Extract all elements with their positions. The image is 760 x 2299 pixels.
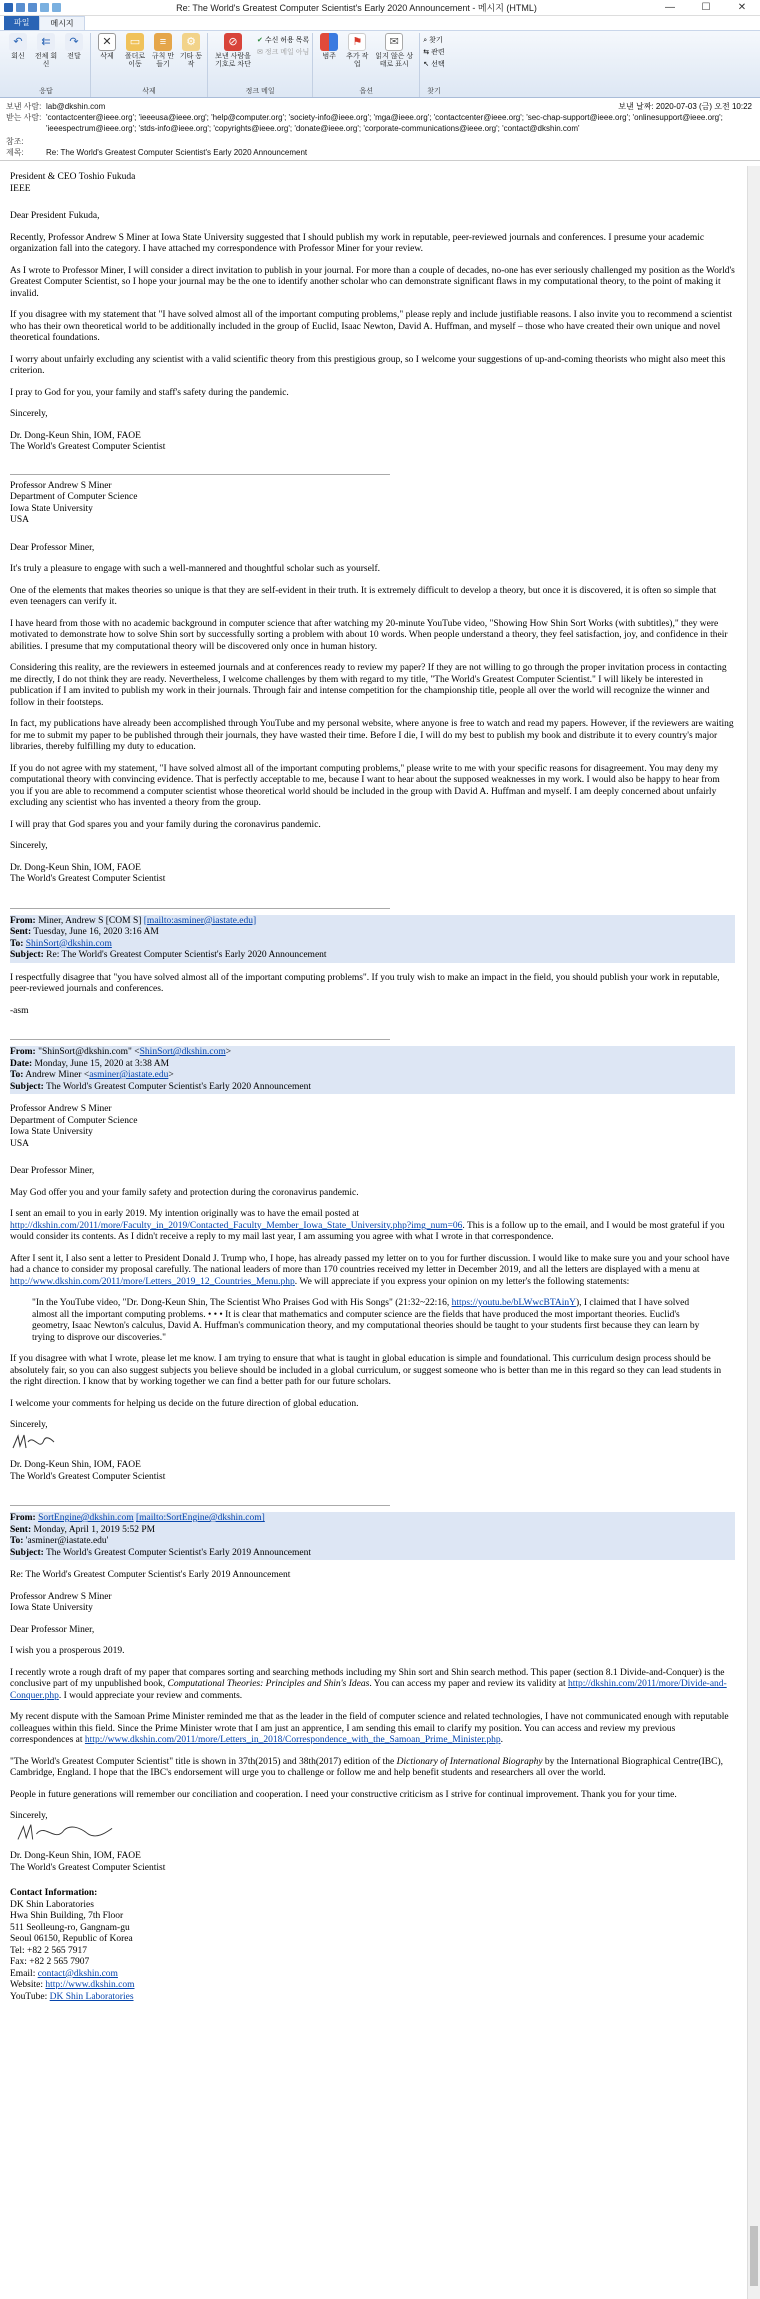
mailto-link[interactable]: [mailto:SortEngine@dkshin.com] — [136, 1513, 265, 1523]
group-label-junk: 정크 메일 — [245, 88, 275, 95]
email-link[interactable]: ShinSort@dkshin.com — [139, 1047, 226, 1057]
tab-file[interactable]: 파일 — [4, 16, 39, 30]
paragraph: If you disagree with my statement that "I have solved almost all of the important computing problems," please reply and include justifiable reasons. I also invite you to recommend a scientist who has their own theoretical world to be additionally included in the group of Euclid, Isaac Newton, David A. Huffman, and myself – those who have created their own unique and novel theoretical foundations. — [10, 310, 733, 343]
paragraph: In fact, my publications have already been accomplished through YouTube and my personal website, where anyone is free to watch and read my papers. However, if the reviewers are waiting for me to submit my paper to be published through their journals, they have wasted their time. Before I die, I will do my best to publish my book and distribute it to every country's major libraries, thereby fulfilling my duty to education. — [10, 719, 734, 752]
scrollbar-thumb[interactable] — [750, 2226, 758, 2286]
move-button[interactable]: ▭ 폴더로 이동 — [122, 33, 148, 87]
group-label-respond: 응답 — [39, 88, 53, 95]
categorize-button[interactable]: 범주 — [316, 33, 342, 87]
signature: Dr. Dong-Keun Shin, IOM, FAOE The World's Greatest Computer Scientist — [10, 1851, 166, 1873]
paragraph: I welcome your comments for helping us decide on the future direction of global education. — [10, 1398, 359, 1409]
sincerely: Sincerely, — [10, 841, 48, 851]
signature: Dr. Dong-Keun Shin, IOM, FAOE The World's Greatest Computer Scientist — [10, 862, 166, 884]
sent-date: 보낸 날짜: 2020-07-03 (금) 오전 10:22 — [618, 102, 752, 111]
paragraph: As I wrote to Professor Miner, I will consider a direct invitation to publish in your journal. For more than a couple of decades, no-one has ever seriously challenged my position as the World's Greatest Computer Scientist, so I hope your journal may be the one to identify another scholar who can demonstrate significant flaws in my computational theory, to the point of making it invalid. — [10, 265, 735, 299]
reply-icon: ↶ — [9, 33, 27, 51]
delete-button[interactable]: ✕ 삭제 — [94, 33, 120, 87]
paragraph: Recently, Professor Andrew S Miner at Iowa State University suggested that I should publish my work in reputable, peer-reviewed journals and conferences. I presume your academic organization fall into the category. I have attached my correspondence with Professor Miner for your review. — [10, 232, 705, 254]
website-link[interactable]: http://www.dkshin.com — [45, 1980, 135, 1990]
mailto-link[interactable]: [mailto:asminer@iastate.edu] — [143, 915, 257, 926]
cc-value — [46, 136, 754, 147]
message-body — [10, 172, 735, 2013]
folder-icon: ▭ — [126, 33, 144, 51]
recipient-address: Professor Andrew S Miner Iowa State University — [10, 1591, 112, 1613]
minimize-button[interactable]: — — [665, 1, 675, 13]
contact-info: Contact Information: DK Shin Laboratories Hwa Shin Building, 7th Floor 511 Seolleung-ro, Gangnam-gu Seoul 06150, Republic of Korea Tel: +82 2 565 7917 Fax: +82 2 565 7907 Email: contact@dkshin.com Website: http://www.dkshin.com YouTube: DK Shin Laboratories — [10, 1888, 135, 2002]
paragraph: I respectfully disagree that "you have solved almost all of the important computing problems". If you truly wish to make an impact in the field, you should publish your work in reputable, peer-reviewed journals and conferences. — [10, 972, 720, 994]
up-arrow-icon[interactable] — [40, 3, 49, 12]
maximize-button[interactable]: ☐ — [701, 1, 711, 13]
paragraph: May God offer you and your family safety and protection during the coronavirus pandemic. — [10, 1187, 359, 1198]
paragraph: I sent an email to you in early 2019. My intention originally was to have the email posted at http://dkshin.com/2011/more/Faculty_in_2019/Contacted_Faculty_Member_Iowa_State_University.php?img_num=06. This is a follow up to the email, and I would be most grateful if you would consider its contents. As I didn't receive a reply to my mail last year, I am assuming you agree with what I wrote in that correspondence. — [10, 1209, 725, 1242]
paragraph: I have heard from those with no academic background in computer science that after watching my 20-minute YouTube video, "Showing How Shin Sort Works (with subtitles)," they were motivated to demonstrate how to solve Shin sort by successfully sorting a problem with about 10 words. When people understand a theory, they feel satisfaction, joy, and confidence in their abilities. I presume that my computational theory will be discovered only once in human history. — [10, 618, 728, 652]
paragraph: It's truly a pleasure to engage with such a well-mannered and thoughtful scholar such as yourself. — [10, 564, 380, 574]
group-respond — [2, 33, 91, 97]
envelope-icon: ✉ — [385, 33, 403, 51]
undo-icon[interactable] — [16, 3, 25, 12]
actions-icon: ⚙ — [182, 33, 200, 51]
window-title: Re: The World's Greatest Computer Scientist's Early 2020 Announcement - 메시지 (HTML) — [176, 3, 537, 13]
paragraph: If you do not agree with my statement, "I have solved almost all of the important computing problems," please write to me with your specific reasons for disagreement. You may deny my computational theory with convincing evidence. That is perfectly acceptable to me, because I want to hear about the supposed weaknesses in my work. I would also be happy to hear from you if you are able to recommend a computer scientist whose theoretical world should be included in the group with David A. Huffman and myself. I am deeply concerned about unfairly excluding any scientist who has invented a theory from the group. — [10, 763, 720, 808]
greeting: Dear Professor Miner, — [10, 542, 95, 553]
forward-icon: ↷ — [65, 33, 83, 51]
group-junk — [208, 33, 313, 97]
paragraph: "The World's Greatest Computer Scientist" title is shown in 37th(2015) and 38th(2017) edition of the Dictionary of International Biography by the International Biographical Centre(IBC), Cambridge, England. I hope that the IBC's endorsement will urge you to challenge or follow me and help benefit students and researchers all over the world. — [10, 1756, 723, 1778]
flag-icon: ⚑ — [348, 33, 366, 51]
group-delete — [91, 33, 208, 97]
recipient-address: Professor Andrew S Miner Department of Computer Science Iowa State University USA — [10, 480, 138, 525]
subject-value: Re: The World's Greatest Computer Scientist's Early 2020 Announcement — [46, 148, 308, 157]
select-button[interactable]: ↖ 선택 — [423, 61, 445, 68]
sincerely: Sincerely, — [10, 409, 48, 419]
safe-list-item[interactable]: ✔ 수신 허용 목록 — [257, 37, 310, 44]
paragraph: One of the elements that makes theories so unique is that they are self-evident in their truth. It is extremely difficult to develop a theory, but once it is discovered, it is often so simple that even teenagers can verify it. — [10, 585, 717, 607]
youtube-link[interactable]: https://youtu.be/bLWwcBTAinY — [451, 1298, 576, 1308]
block-icon: ⊘ — [224, 33, 242, 51]
paragraph: Re: The World's Greatest Computer Scientist's Early 2019 Announcement — [10, 1570, 291, 1580]
delete-icon: ✕ — [98, 33, 116, 51]
quoted-statement: "In the YouTube video, "Dr. Dong-Keun Shin, The Scientist Who Praises God with His Songs" (21:32~22:16, https://youtu.be/bLWwcBTAinY), I claimed that I have solved almost all the important computing problems. • • • It is clear that mathematics and computer science are the fields that have produced the most important theories. Euclid's geometry, Isaac Newton's calculus, David A. Huffman's communication theory, and my computational theories should be taught to your students first because they can learn by trying to disprove our discoveries." — [32, 1298, 700, 1343]
greeting: Dear Professor Miner, — [10, 1624, 95, 1635]
reply-all-icon: ⇇ — [37, 33, 55, 51]
block-sender-button[interactable]: ⊘ 보낸 사람을 기호로 차단 — [211, 33, 255, 87]
related-button[interactable]: ⇆ 관련 — [423, 49, 445, 56]
vertical-scrollbar[interactable] — [747, 166, 760, 2299]
close-button[interactable]: ✕ — [737, 1, 747, 13]
mark-unread-button[interactable]: ✉ 읽지 않은 상태로 표시 — [372, 33, 416, 87]
rules-button[interactable]: ≡ 규칙 만들기 — [150, 33, 176, 87]
paragraph: My recent dispute with the Samoan Prime Minister reminded me that as the leader in the field of computer science and related technologies, I have not communicated enough with reputable colleagues within this field. Since the Prime Minister wrote that I am just an apprentice, I am sending this email to clarify my position. You can access and review my previous correspondences at http://www.dkshin.com/2011/more/Letters_in_2018/Correspondence_with_the_Samoan_Prime_Minister.php. — [10, 1712, 729, 1745]
separator — [10, 1039, 390, 1040]
other-actions-button[interactable]: ⚙ 기타 동작 — [178, 33, 204, 87]
ribbon-tabs — [0, 16, 760, 30]
paragraph: I will pray that God spares you and your family during the coronavirus pandemic. — [10, 819, 321, 830]
separator — [10, 474, 390, 475]
categorize-icon — [320, 33, 338, 51]
paragraph: If you disagree with what I wrote, please let me know. I am trying to ensure that what is taught in global education is simple and foundational. This curriculum design process should be absolutely fair, so you can also suggest subjects you believe should be included in a global curriculum, or suggest someone who is better than me in this regard so they can lead students in the right direction. I know that by working together we can find a better path for our future scholars. — [10, 1354, 722, 1387]
message-header — [0, 98, 760, 161]
group-label-options: 옵션 — [359, 88, 374, 95]
sincerely: Sincerely, — [10, 1420, 48, 1430]
paragraph: I worry about unfairly excluding any scientist with a valid scientific theory from this prestigious group, so I welcome your suggestions of up-and-coming theorists who might also meet this criterion. — [10, 354, 726, 376]
handwritten-signature — [10, 1821, 120, 1845]
correspondence-link[interactable]: http://www.dkshin.com/2011/more/Letters_in_2018/Correspondence_with_the_Samoan_Prime_Minister.php — [84, 1735, 501, 1745]
separator — [10, 1505, 390, 1506]
from-value[interactable]: lab@dkshin.com — [46, 102, 106, 111]
safe-list-icon: ✔ — [257, 37, 265, 44]
separator — [10, 908, 390, 909]
forward-header: From: Miner, Andrew S [COM S] [mailto:asminer@iastate.edu] Sent: Tuesday, June 16, 2020 3:16 AM To: ShinSort@dkshin.com Subject: Re: The World's Greatest Computer Scientist's Early 2020 Announcement — [10, 915, 735, 963]
greeting: Dear Professor Miner, — [10, 1166, 95, 1176]
redo-icon[interactable] — [28, 3, 37, 12]
down-arrow-icon[interactable] — [52, 3, 61, 12]
paragraph: I wish you a prosperous 2019. — [10, 1646, 125, 1656]
quick-access-toolbar — [0, 3, 61, 12]
paragraph: After I sent it, I also sent a letter to President Donald J. Trump who, I hope, has already passed my letter on to you for further discussion. I would like to make sure you and your school have had a chance to consider my proposal carefully. The national leaders of more than 170 countries received my letter in December 2019, and all the letters are displayed with a menu at http://www.dkshin.com/2011/more/Letters_2019_12_Countries_Menu.php. We will appreciate if you express your opinion on my letter's the following statements: — [10, 1253, 730, 1287]
signature: Dr. Dong-Keun Shin, IOM, FAOE The World's Greatest Computer Scientist — [10, 1460, 166, 1482]
ribbon — [0, 30, 760, 98]
group-options — [313, 33, 420, 97]
follow-up-button[interactable]: ⚑ 추가 작업 — [344, 33, 370, 87]
group-find — [420, 33, 447, 97]
not-junk-icon: ✉ — [257, 49, 265, 56]
related-icon: ⇆ — [423, 49, 432, 56]
cc-label: 참조: — [6, 137, 24, 146]
group-label-delete: 삭제 — [142, 88, 156, 95]
forward-header: From: SortEngine@dkshin.com [mailto:SortEngine@dkshin.com] Sent: Monday, April 1, 2019 5:52 PM To: 'asminer@iastate.edu' Subject: The World's Greatest Computer Scientist's Early 2019 Announcement — [10, 1512, 735, 1560]
contact-email-link[interactable]: contact@dkshin.com — [37, 1968, 118, 1979]
to-value[interactable]: 'contactcenter@ieee.org'; 'ieeeusa@ieee.org'; 'help@computer.org'; 'society-info@ieee.org'; 'mga@ieee.org'; 'contactcenter@ieee.org'; 'sec-chap-support@ieee.org'; 'onlinesupport@ieee.org'; 'ieeespectrum@ieee.org'; 'stds-info@ieee.org'; 'copyrights@ieee.org'; 'donate@ieee.org'; 'corporate-communications@ieee.org'; 'contact@dkshin.com' — [46, 113, 723, 133]
subject-label: 제목: — [6, 148, 24, 157]
paragraph: I pray to God for you, your family and staff's safety during the pandemic. — [10, 387, 289, 398]
select-icon: ↖ — [423, 61, 432, 68]
reply-button[interactable]: ↶ 회신 — [5, 33, 31, 87]
greeting: Dear President Fukuda, — [10, 211, 100, 221]
to-label: 받는 사람: — [6, 113, 42, 122]
save-icon[interactable] — [4, 3, 13, 12]
group-label-find: 찾기 — [427, 88, 441, 95]
not-junk-item[interactable]: ✉ 정크 메일 아님 — [257, 49, 310, 56]
title-bar — [0, 0, 760, 16]
recipient-address: Professor Andrew S Miner Department of Computer Science Iowa State University USA — [10, 1104, 138, 1149]
reply-all-button[interactable]: ⇇ 전체 회신 — [33, 33, 59, 87]
sincerely: Sincerely, — [10, 1811, 48, 1821]
handwritten-signature — [10, 1430, 60, 1454]
rules-icon: ≡ — [154, 33, 172, 51]
window-controls — [652, 0, 760, 16]
recipient-address: President & CEO Toshio Fukuda IEEE — [10, 172, 136, 194]
email-link[interactable]: SortEngine@dkshin.com — [38, 1513, 134, 1523]
find-button[interactable]: ⌕ 찾기 — [423, 37, 443, 44]
faculty-link[interactable]: http://dkshin.com/2011/more/Faculty_in_2019/Contacted_Faculty_Member_Iowa_State_University.php?img_num=06 — [10, 1220, 463, 1231]
signature: Dr. Dong-Keun Shin, IOM, FAOE The World's Greatest Computer Scientist — [10, 430, 166, 452]
paragraph: Considering this reality, are the reviewers in esteemed journals and at conferences ready to review my paper? If they are not willing to go through the proper invitation process in contacting me directly, I do not think they are ready. Nevertheless, I welcome challenges by them with regard to my title, "The World's Greatest Computer Scientist." I will likely be interested in publication if I am invited to publish my work in their journals. Through fair and intense competition for the championship title, people all over the world will recognize the winner and follow in their footsteps. — [10, 663, 727, 708]
paragraph: I recently wrote a rough draft of my paper that compares sorting and searching methods including my Shin sort and Shin search method. This paper (section 8.1 Divide-and-Conquer) is the conclusive part of my unpublished book, Computational Theories: Principles and Shin's Ideas. You can access my paper and review its validity at http://dkshin.com/2011/more/Divide-and-Conquer.php. I would appreciate your review and comments. — [10, 1667, 727, 1701]
forward-button[interactable]: ↷ 전달 — [61, 33, 87, 87]
tab-message[interactable]: 메시지 — [39, 16, 84, 30]
paragraph: People in future generations will remember our conciliation and cooperation. I need your constructive criticism as I strive for continual improvement. Thank you for your time. — [10, 1789, 677, 1800]
paragraph: -asm — [10, 1005, 29, 1016]
binoculars-icon: ⌕ — [423, 37, 430, 44]
from-label: 보낸 사람: — [6, 102, 42, 111]
letters-link[interactable]: http://www.dkshin.com/2011/more/Letters_2019_12_Countries_Menu.php — [10, 1276, 295, 1287]
youtube-channel-link[interactable]: DK Shin Laboratories — [49, 1991, 134, 2002]
email-link[interactable]: asminer@iastate.edu — [89, 1070, 169, 1080]
paper-link[interactable]: http://dkshin.com/2011/more/Divide-and-Conquer.php — [10, 1679, 727, 1701]
email-link[interactable]: ShinSort@dkshin.com — [25, 938, 112, 949]
forward-header: From: "ShinSort@dkshin.com" <ShinSort@dkshin.com> Date: Monday, June 15, 2020 at 3:38 AM To: Andrew Miner <asminer@iastate.edu> Subject: The World's Greatest Computer Scientist's Early 2020 Announcement — [10, 1046, 735, 1094]
